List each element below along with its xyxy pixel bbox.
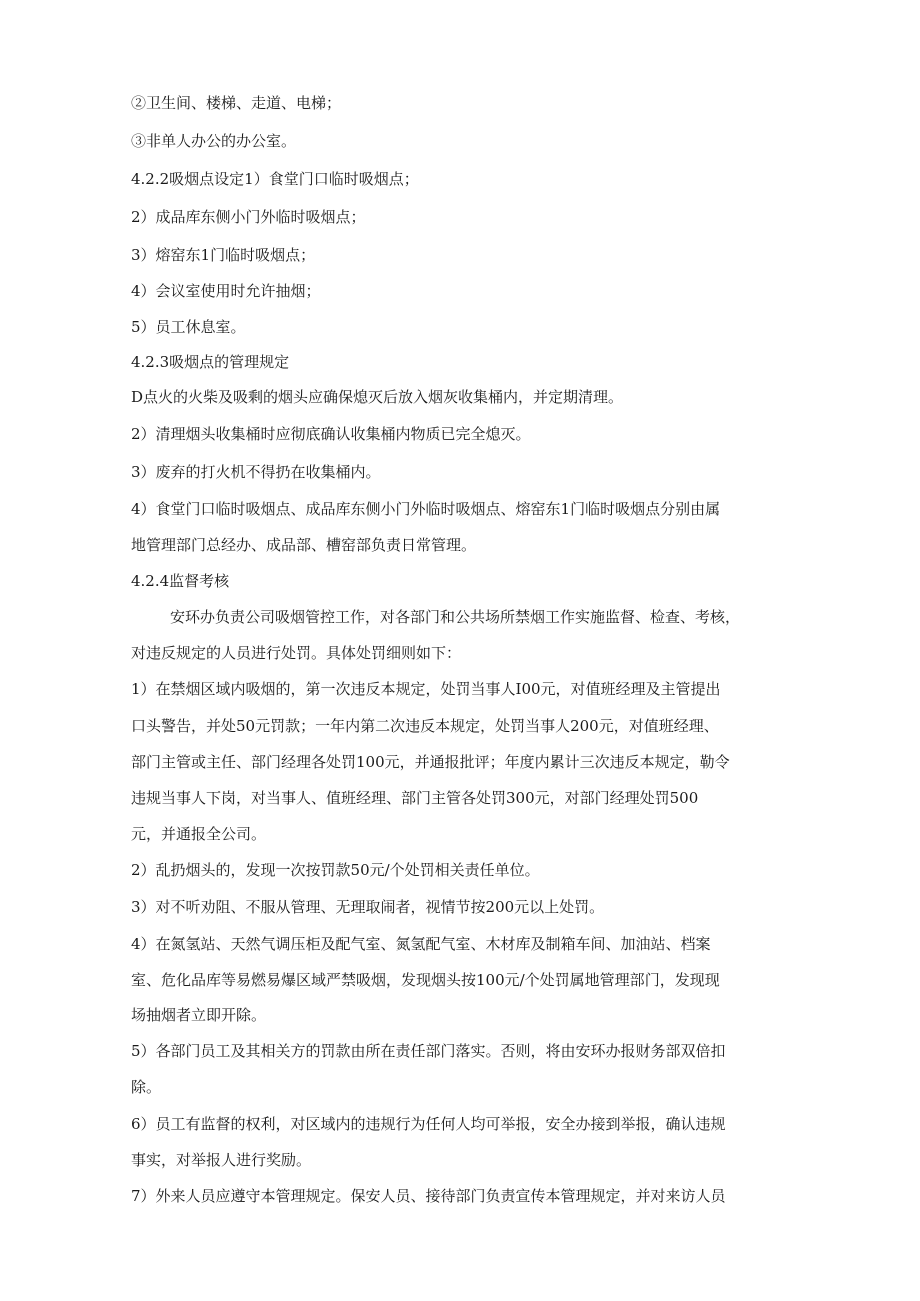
penalty-rule-1-line-2: 口头警告，并处50元罚款；一年内第二次违反本规定，处罚当事人200元，对值班经理、 <box>131 717 719 735</box>
penalty-rule-5-line-1: 5）各部门员工及其相关方的罚款由所在责任部门落实。否则，将由安环办报财务部双倍扣 <box>131 1042 726 1060</box>
penalty-rule-4-line-1: 4）在氮氢站、天然气调压柜及配气室、氮氢配气室、木材库及制箱车间、加油站、档案 <box>131 935 711 953</box>
penalty-rule-2: 2）乱扔烟头的，发现一次按罚款50元/个处罚相关责任单位。 <box>131 861 540 879</box>
list-item-restricted-area-2: ②卫生间、楼梯、走道、电梯； <box>131 94 342 112</box>
penalty-rule-1-line-5: 元，并通报全公司。 <box>131 825 267 843</box>
supervision-paragraph-line-2: 对违反规定的人员进行处罚。具体处罚细则如下： <box>131 644 462 662</box>
management-rule-4-line-2: 地管理部门总经办、成品部、槽窑部负责日常管理。 <box>131 536 477 554</box>
smoking-point-item-5: 5）员工休息室。 <box>131 318 246 336</box>
penalty-rule-4-line-2: 室、危化品库等易燃易爆区域严禁吸烟，发现烟头按100元/个处罚属地管理部门，发现现 <box>131 971 720 989</box>
management-rule-2: 2）清理烟头收集桶时应彻底确认收集桶内物质已完全熄灭。 <box>131 425 531 443</box>
smoking-point-item-2: 2）成品库东侧小门外临时吸烟点； <box>131 208 366 226</box>
section-heading-4-2-4: 4.2.4监督考核 <box>131 572 230 590</box>
management-rule-4-line-1: 4）食堂门口临时吸烟点、成品库东侧小门外临时吸烟点、熔窑东1门临时吸烟点分别由属 <box>131 500 721 518</box>
supervision-paragraph-line-1: 安环办负责公司吸烟管控工作，对各部门和公共场所禁烟工作实施监督、检查、考核， <box>170 608 741 626</box>
penalty-rule-6-line-1: 6）员工有监督的权利，对区域内的违规行为任何人均可举报，安全办接到举报，确认违规 <box>131 1115 726 1133</box>
penalty-rule-1-line-4: 违规当事人下岗，对当事人、值班经理、部门主管各处罚300元，对部门经理处罚500 <box>131 789 699 807</box>
list-item-restricted-area-3: ③非单人办公的办公室。 <box>131 132 297 150</box>
penalty-rule-6-line-2: 事实，对举报人进行奖励。 <box>131 1151 312 1169</box>
penalty-rule-7-line-1: 7）外来人员应遵守本管理规定。保安人员、接待部门负责宣传本管理规定，并对来访人员 <box>131 1187 726 1205</box>
management-rule-1: D点火的火柴及吸剩的烟头应确保熄灭后放入烟灰收集桶内，并定期清理。 <box>131 388 624 406</box>
smoking-point-item-4: 4）会议室使用时允许抽烟； <box>131 282 321 300</box>
penalty-rule-3: 3）对不听劝阻、不服从管理、无理取闹者，视情节按200元以上处罚。 <box>131 898 605 916</box>
penalty-rule-1-line-3: 部门主管或主任、部门经理各处罚100元，并通报批评；年度内累计三次违反本规定，勒令 <box>131 753 730 771</box>
section-heading-4-2-2: 4.2.2吸烟点设定1）食堂门口临时吸烟点； <box>131 170 419 188</box>
section-heading-4-2-3: 4.2.3吸烟点的管理规定 <box>131 353 290 371</box>
penalty-rule-4-line-3: 场抽烟者立即开除。 <box>131 1006 267 1024</box>
smoking-point-item-3: 3）熔窑东1门临时吸烟点； <box>131 246 316 264</box>
penalty-rule-1-line-1: 1）在禁烟区域内吸烟的，第一次违反本规定，处罚当事人I00元，对值班经理及主管提出 <box>131 680 721 698</box>
penalty-rule-5-line-2: 除。 <box>131 1078 162 1096</box>
management-rule-3: 3）废弃的打火机不得扔在收集桶内。 <box>131 463 381 481</box>
